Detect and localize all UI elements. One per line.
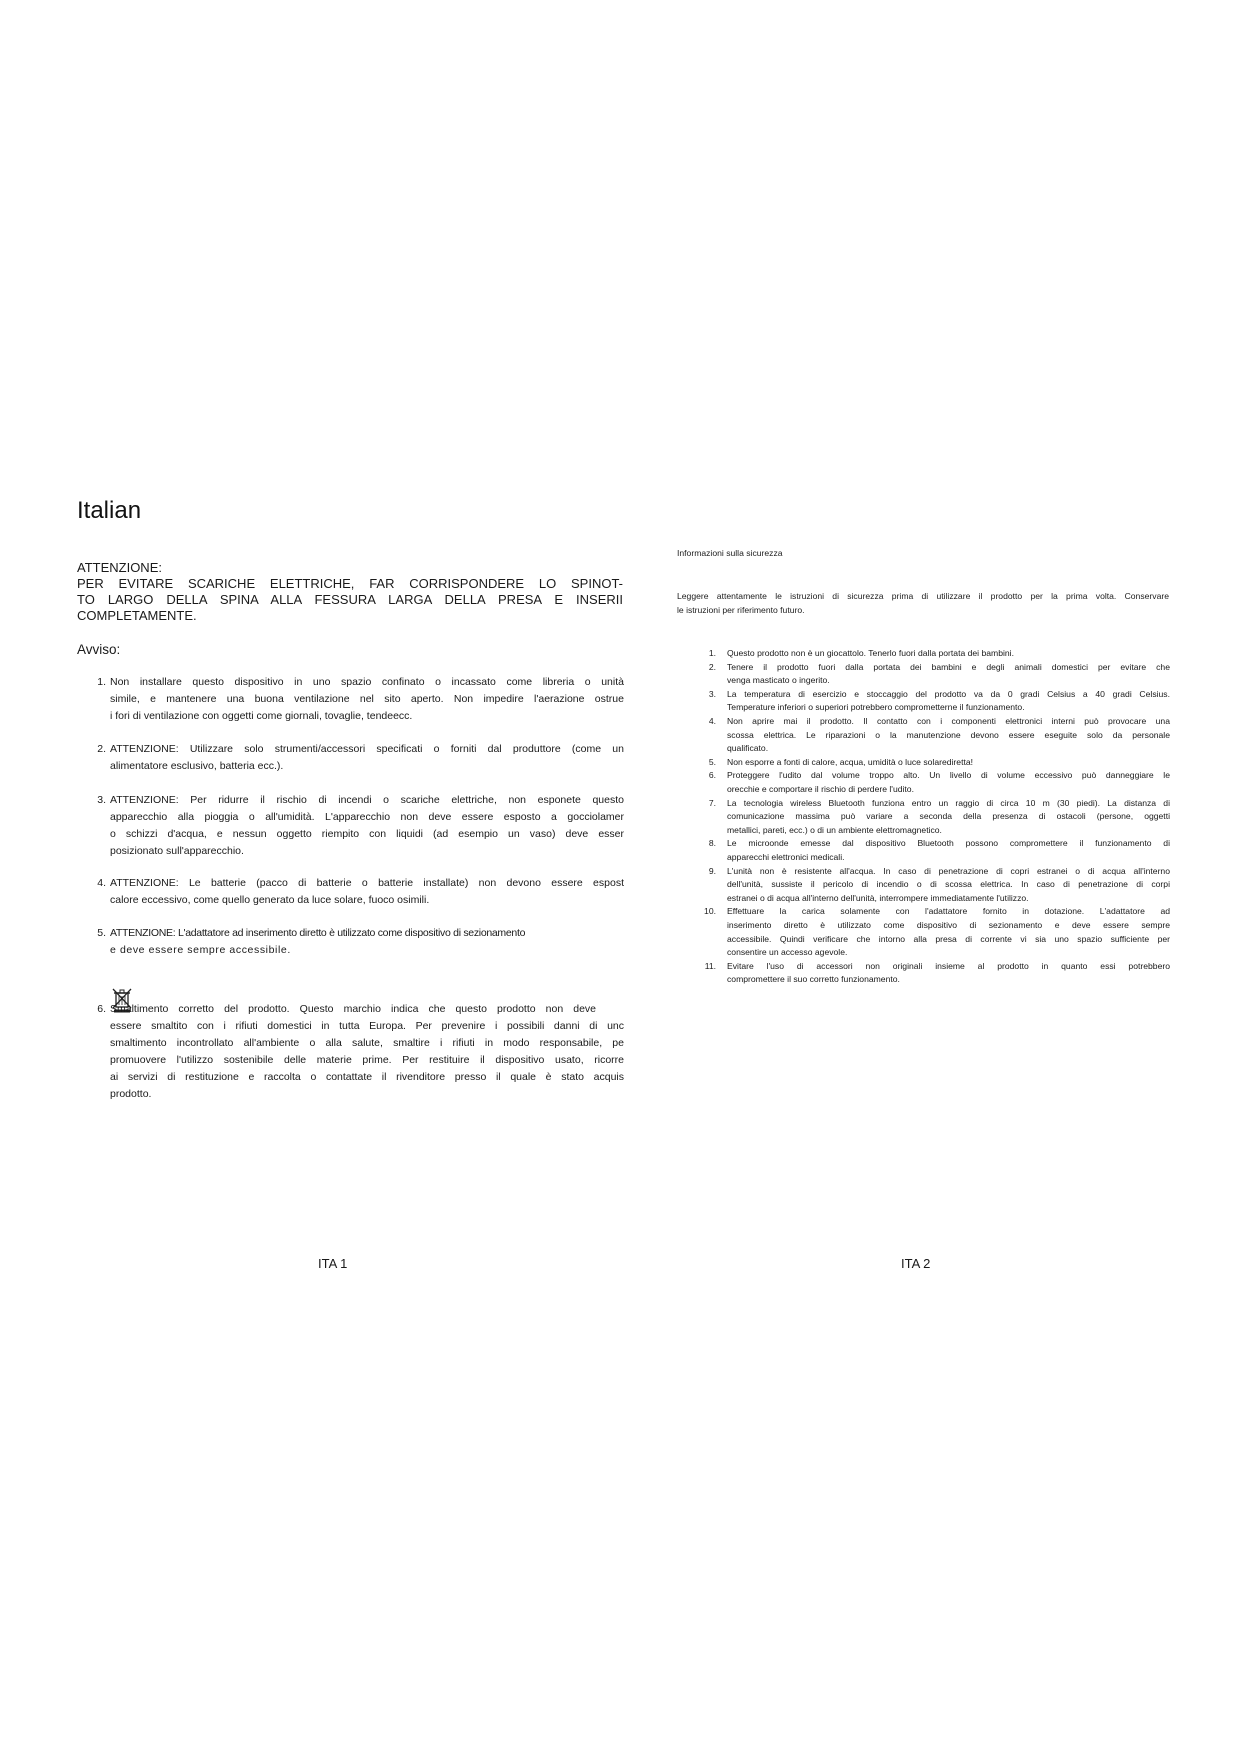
list-line: Temperature inferiori o superiori potrebbero comprometterne il funzionamento. (727, 702, 1025, 713)
list-line: o schizzi d'acqua, e nessun oggetto riempito con liquidi (ad esempio un vaso) deve esser (110, 828, 624, 840)
list-item (110, 741, 624, 775)
warning-line: PER EVITARE SCARICHE ELETTRICHE, FAR CORRISPONDERE LO SPINOT- (77, 576, 623, 591)
list-line: Effettuare la carica solamente con l'adattatore fornito in dotazione. L'adattatore ad (727, 906, 1170, 917)
notice-heading: Avviso: (77, 642, 121, 657)
list-line: dell'unità, sussiste il pericolo di incendio o di scossa elettrica. In caso di penetrazione di corpi (727, 879, 1170, 890)
list-number: 3. (708, 688, 716, 699)
list-number: 1. (708, 648, 716, 658)
list-line: smaltimento incontrollato all'ambiente o alla salute, smaltire i rifiuti in modo responsabile, pe (110, 1037, 624, 1049)
list-number: 10. (704, 906, 716, 917)
list-line: orecchie e comportare il rischio di perdere l'udito. (727, 783, 914, 794)
list-line: Non installare questo dispositivo in uno spazio confinato o incassato come libreria o unità (110, 676, 624, 688)
list-line: apparecchio alla pioggia o all'umidità. L'apparecchio non deve essere esposto a gocciolamer (110, 811, 624, 823)
list-line: alimentatore esclusivo, batteria ecc.). (110, 760, 284, 772)
list-line: posizionato sull'apparecchio. (110, 845, 244, 857)
intro-line: Leggere attentamente le istruzioni di sicurezza prima di utilizzare il prodotto per la prima volta. Conservare (677, 591, 1169, 601)
list-line: promuovere l'utilizzo sostenibile delle materie prime. Per restituire il dispositivo usato, ricorre (110, 1054, 624, 1066)
list-item (110, 1001, 624, 1103)
list-item (727, 688, 1170, 715)
list-number: 5. (97, 927, 106, 939)
section-title: Informazioni sulla sicurezza (677, 548, 783, 558)
list-line: La temperatura di esercizio e stoccaggio del prodotto va da 0 gradi Celsius a 40 gradi Celsius. (727, 688, 1170, 699)
list-item (727, 960, 1170, 987)
list-line: ATTENZIONE: L'adattatore ad inserimento diretto è utilizzato come dispositivo di sezionamento (110, 927, 526, 939)
language-heading: Italian (77, 497, 142, 524)
list-line: Evitare l'uso di accessori non originali insieme al prodotto in quanto essi potrebbero (727, 960, 1170, 971)
list-line: comunicazione massima può variare a seconda della presenza di ostacoli (persone, oggetti (727, 811, 1170, 822)
list-item (110, 875, 624, 909)
intro-text (677, 590, 1169, 617)
list-item (727, 769, 1170, 796)
list-line: simile, e mantenere una buona ventilazione nel sito aperto. Non impedire l'aerazione ostrue (110, 693, 624, 705)
list-line: La tecnologia wireless Bluetooth funziona entro un raggio di circa 10 m (30 piedi). La distanza di (727, 797, 1170, 808)
list-number: 6. (708, 770, 716, 781)
list-line: Proteggere l'udito dal volume troppo alto. Un livello di volume eccessivo può danneggiare le (727, 770, 1170, 781)
list-item (727, 865, 1170, 906)
list-line: accessibile. Quindi verificare che intorno alla presa di corrente vi sia uno spazio sufficiente per (727, 933, 1170, 944)
list-item (727, 797, 1170, 838)
list-number: 5. (708, 756, 716, 767)
list-number: 3. (97, 794, 106, 806)
list-number: 6. (97, 1003, 106, 1015)
list-item (727, 756, 1170, 770)
list-line: apparecchi elettronici medicali. (727, 851, 845, 862)
list-item (727, 647, 1170, 661)
list-number: 9. (708, 865, 716, 876)
list-number: 1. (97, 676, 106, 688)
list-number: 11. (704, 960, 716, 971)
list-number: 4. (708, 716, 716, 726)
list-line: scossa elettrica. Le riparazioni o la manutenzione devono essere eseguite solo da personale (727, 729, 1170, 740)
list-line: Non esporre a fonti di calore, acqua, umidità o luce solarediretta! (727, 756, 974, 767)
list-item (727, 905, 1170, 959)
list-line: essere smaltito con i rifiuti domestici in tutta Europa. Per prevenire i possibili danni di unc (110, 1020, 624, 1032)
intro-line: le istruzioni per riferimento futuro. (677, 604, 805, 615)
list-line: ai servizi di restituzione e raccolta o contattate il rivenditore presso il quale è stato acquis (110, 1071, 624, 1083)
list-line: prodotto. (110, 1088, 152, 1100)
list-line: Le microonde emesse dal dispositivo Bluetooth possono compromettere il funzionamento di (727, 838, 1170, 849)
list-line: ATTENZIONE: Le batterie (pacco di batterie o batterie installate) non devono essere espost (110, 877, 624, 889)
list-item (727, 661, 1170, 688)
list-line: i fori di ventilazione con oggetti come giornali, tovaglie, tendeecc. (110, 710, 413, 722)
list-item (727, 715, 1170, 756)
warning-heading: ATTENZIONE: (77, 560, 162, 575)
list-line: Tenere il prodotto fuori dalla portata dei bambini e degli animali domestici per evitare che (727, 661, 1170, 672)
list-line: calore eccessivo, come quello generato da luce solare, fuoco osimili. (110, 894, 430, 906)
list-number: 2. (708, 661, 716, 672)
list-line: metallici, pareti, ecc.) o di un ambiente elettromagnetico. (727, 824, 942, 835)
warning-text (77, 576, 623, 608)
warning-line: TO LARGO DELLA SPINA ALLA FESSURA LARGA DELLA PRESA E INSERII (77, 592, 623, 607)
list-line: qualificato. (727, 743, 769, 754)
list-line: Non aprire mai il prodotto. Il contatto con i componenti elettronici interni può provocare una (727, 716, 1170, 726)
list-item (110, 792, 624, 860)
page-footer: ITA 2 (901, 1256, 931, 1271)
list-line: venga masticato o ingerito. (727, 675, 830, 686)
list-line: ATTENZIONE: Utilizzare solo strumenti/accessori specificati o forniti dal produttore (come un (110, 743, 624, 755)
list-line: inserimento diretto è utilizzato come dispositivo di sezionamento e deve essere sempre (727, 919, 1170, 930)
list-line: compromettere il suo corretto funzionamento. (727, 974, 900, 985)
list-line: ATTENZIONE: Per ridurre il rischio di incendi o scariche elettriche, non esponete questo (110, 794, 624, 806)
warning-line: COMPLETAMENTE. (77, 608, 197, 623)
list-number: 2. (97, 743, 106, 755)
page-footer: ITA 1 (318, 1256, 348, 1271)
list-number: 7. (708, 797, 716, 808)
list-line: e deve essere sempre accessibile. (110, 944, 291, 956)
list-number: 8. (708, 838, 716, 849)
list-line: Questo prodotto non è un giocattolo. Tenerlo fuori dalla portata dei bambini. (727, 648, 1014, 658)
list-item (110, 925, 624, 959)
list-line: consentire un accesso agevole. (727, 947, 848, 958)
list-number: 4. (97, 877, 106, 889)
list-line: Smaltimento corretto del prodotto. Questo marchio indica che questo prodotto non deve (110, 1003, 596, 1015)
list-line: L'unità non è resistente all'acqua. In caso di penetrazione di copri estranei o di acqua all'interno (727, 865, 1170, 876)
list-item (727, 837, 1170, 864)
list-line: estranei o di acqua all'interno dell'unità, interrompere immediatamente l'utilizzo. (727, 892, 1029, 903)
list-item (110, 674, 624, 725)
